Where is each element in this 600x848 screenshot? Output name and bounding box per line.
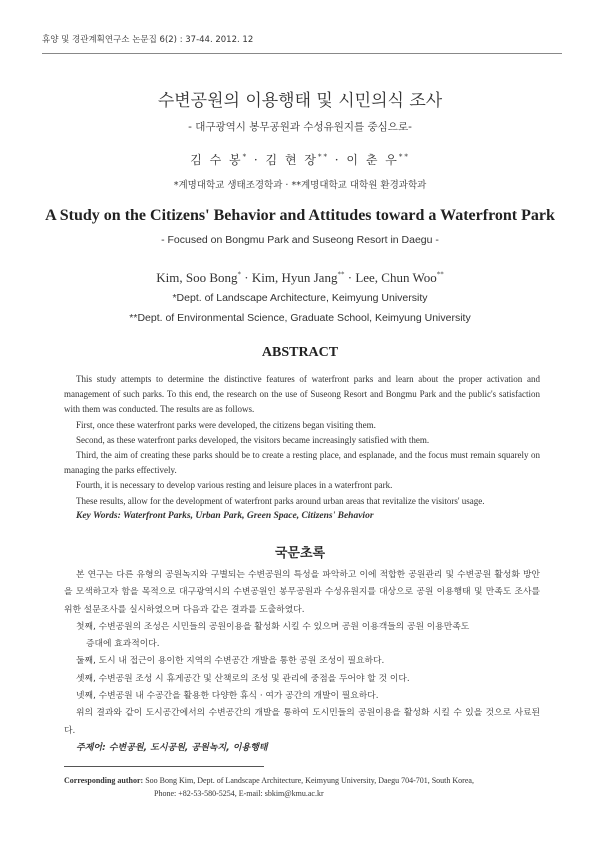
author-separator: ·: [328, 153, 347, 167]
author-2-ko-mark: **: [317, 153, 329, 161]
author-3-ko: 이 춘 우: [346, 153, 399, 167]
author-separator: ·: [241, 270, 252, 285]
english-authors: [0, 270, 600, 286]
abstract-paragraph: Second, as these waterfront parks developed, the visitors became increasingly satisfied with them.: [76, 434, 430, 445]
korean-abstract-paragraph: 증대에 효과적이다.: [86, 639, 160, 650]
abstract-paragraph: Third, the aim of creating these parks should be to create a resting place, and esplanade, and the focus must remain squarely on managing the parks effectively.: [64, 450, 540, 476]
header-divider: [42, 53, 562, 54]
english-affiliation-1: *Dept. of Landscape Architecture, Keimyung University: [172, 292, 428, 304]
footnote-address: Soo Bong Kim, Dept. of Landscape Architecture, Keimyung University, Daegu 704-701, South Korea,: [145, 776, 474, 785]
korean-title: 수변공원의 이용행태 및 시민의식 조사: [157, 91, 443, 111]
author-1-ko-mark: *: [242, 153, 249, 161]
author-separator: ·: [248, 153, 266, 167]
korean-keywords: 주제어: 수변공원, 도시공원, 공원녹지, 이용행태: [76, 742, 268, 753]
korean-abstract-paragraph: 넷째, 수변공원 내 수공간을 활용한 다양한 휴식 · 여가 공간의 개발이 필요하다.: [76, 691, 379, 702]
abstract-heading: ABSTRACT: [261, 345, 339, 360]
author-1-ko: 김 수 봉: [190, 153, 243, 167]
author-separator: ·: [344, 270, 356, 285]
footnote-divider: [64, 766, 264, 767]
korean-abstract-paragraph: 위의 결과와 같이 도시공간에서의 수변공간의 개발을 통하여 도시민들의 공원이용을 활성화 시킬 수 있을 것으로 사료된다.: [64, 708, 540, 736]
footnote-label: Corresponding author:: [64, 776, 144, 785]
author-3-en: Lee, Chun Woo: [355, 270, 437, 285]
abstract-paragraph: These results, allow for the development of waterfront parks around urban areas that revitalize the visitors' usage.: [76, 495, 485, 506]
author-1-en: Kim, Soo Bong: [156, 270, 238, 285]
english-title: A Study on the Citizens' Behavior and Attitudes toward a Waterfront Park: [45, 207, 555, 224]
abstract-body: [64, 372, 540, 524]
corresponding-author-footnote: [64, 774, 544, 800]
abstract-paragraph: Fourth, it is necessary to develop various resting and leisure places in a waterfront park.: [76, 480, 393, 491]
korean-subtitle: - 대구광역시 봉무공원과 수성유원지를 중심으로-: [188, 121, 412, 133]
korean-abstract-paragraph: 첫째, 수변공원의 조성은 시민들의 공원이용을 활성화 시킬 수 있으며 공원 이용객들의 공원 이용만족도: [76, 621, 470, 632]
author-2-en-mark: **: [337, 270, 345, 279]
korean-abstract-paragraph: 둘째, 도시 내 접근이 용이한 지역의 수변공간 개발을 통한 공원 조성이 필요하다.: [76, 656, 385, 667]
korean-affiliation: *계명대학교 생태조경학과 · **계명대학교 대학원 환경과학과: [173, 180, 427, 191]
abstract-paragraph: First, once these waterfront parks were developed, the citizens began visiting them.: [76, 419, 376, 430]
korean-authors: [0, 151, 600, 168]
korean-abstract-paragraph: 본 연구는 다른 유형의 공원녹지와 구별되는 수변공원의 특성을 파악하고 이에 적합한 공원관리 및 수변공원 활성화 방안을 모색하고자 함을 목적으로 대구광역시의 수변공원인 봉무공원과 수성유원지를 대상으로 공원 이용행태 및 만족도 조사를 위한 설문조사를 실시하였으며 다음과 같은 결과를 도출하였다.: [64, 570, 540, 615]
english-affiliation-2: **Dept. of Environmental Science, Graduate School, Keimyung University: [129, 312, 471, 324]
korean-abstract-body: [64, 567, 540, 757]
journal-header: 휴양 및 경관계획연구소 논문집 6(2) : 37-44. 2012. 12: [42, 35, 254, 45]
author-1-en-mark: *: [237, 270, 242, 279]
english-subtitle: - Focused on Bongmu Park and Suseong Resort in Daegu -: [161, 234, 439, 246]
abstract-keywords: Key Words: Waterfront Parks, Urban Park, Green Space, Citizens' Behavior: [76, 510, 374, 521]
footnote-contact: Phone: +82-53-580-5254, E-mail: sbkim@kmu.ac.kr: [154, 789, 324, 798]
author-3-en-mark: **: [436, 270, 444, 279]
korean-abstract-heading: 국문초록: [274, 546, 326, 561]
author-3-ko-mark: **: [398, 153, 410, 161]
korean-abstract-paragraph: 셋째, 수변공원 조성 시 휴게공간 및 산책로의 조성 및 관리에 중점을 두어야 할 것 이다.: [76, 673, 410, 684]
footnote-line-1: [64, 774, 544, 787]
author-2-ko: 김 현 장: [265, 153, 318, 167]
abstract-paragraph: This study attempts to determine the distinctive features of waterfront parks and learn about the proper activation and management of such parks. To this end, the research on the use of Suseong Resort and Bongmu Park and the public's satisfaction with them was conducted. The results are as follows.: [64, 374, 540, 415]
author-2-en: Kim, Hyun Jang: [251, 270, 338, 285]
